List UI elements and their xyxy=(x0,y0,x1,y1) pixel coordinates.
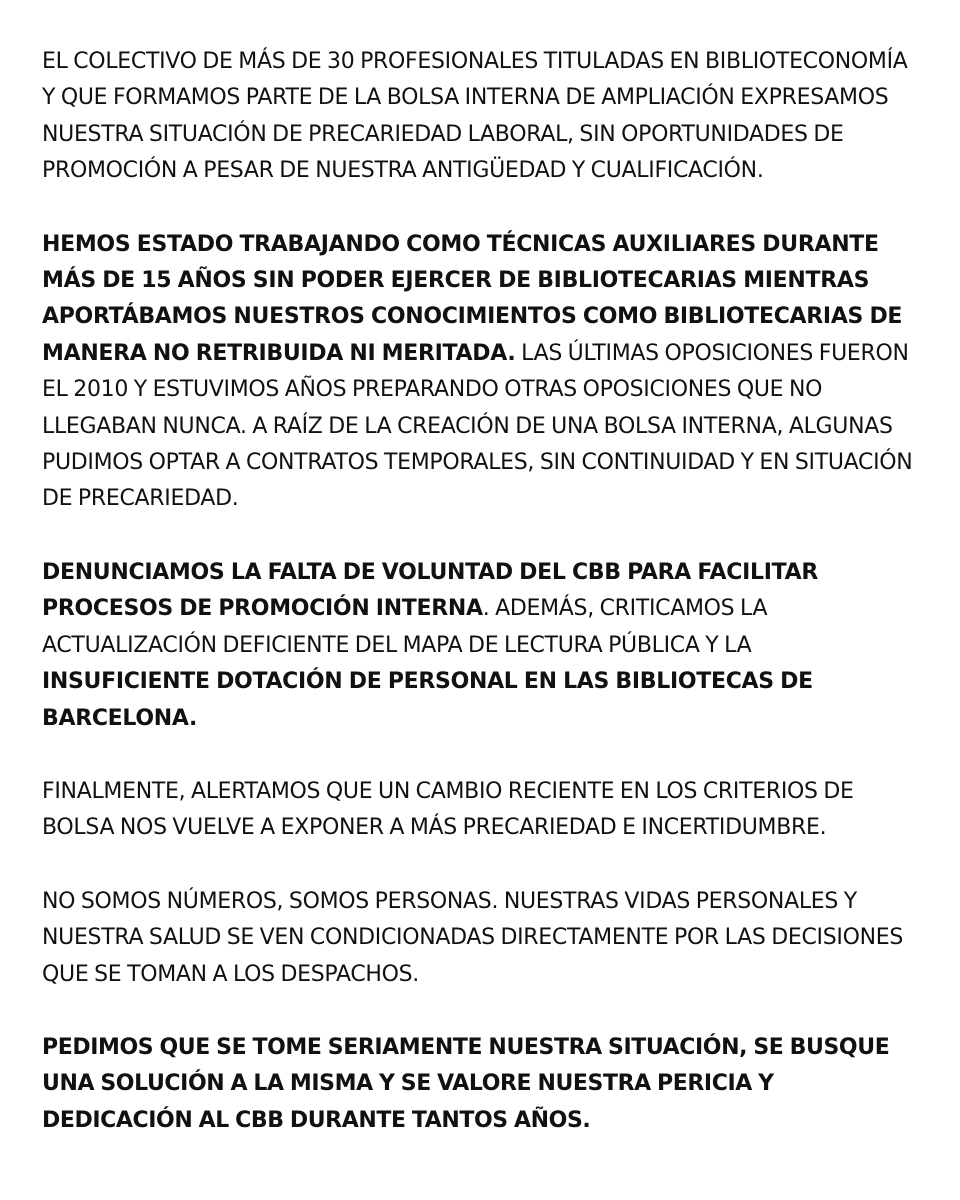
paragraph-people xyxy=(42,884,924,993)
paragraph-denounce-bold-1: DENUNCIAMOS LA FALTA DE VOLUNTAD DEL CBB PARA FACILITAR PROCESOS DE PROMOCIÓN INTERNA xyxy=(42,559,818,622)
paragraph-denounce xyxy=(42,555,924,737)
paragraph-work-history-bold: HEMOS ESTADO TRABAJANDO COMO TÉCNICAS AUXILIARES DURANTE MÁS DE 15 AÑOS SIN PODER EJERCER DE BIBLIOTECARIAS MIENTRAS APORTÁBAMOS NUESTROS CONOCIMIENTOS COMO BIBLIOTECARIAS DE MANERA NO RETRIBUIDA NI MERITADA. xyxy=(42,231,903,366)
paragraph-alert-text: FINALMENTE, ALERTAMOS QUE UN CAMBIO RECIENTE EN LOS CRITERIOS DE BOLSA NOS VUELVE A EXPONER A MÁS PRECARIEDAD E INCERTIDUMBRE. xyxy=(42,778,854,841)
paragraph-intro xyxy=(42,44,924,190)
paragraph-intro-text: EL COLECTIVO DE MÁS DE 30 PROFESIONALES TITULADAS EN BIBLIOTECONOMÍA Y QUE FORMAMOS PARTE DE LA BOLSA INTERNA DE AMPLIACIÓN EXPRESAMOS NUESTRA SITUACIÓN DE PRECARIEDAD LABORAL, SIN OPORTUNIDADES DE PROMOCIÓN A PESAR DE NUESTRA ANTIGÜEDAD Y CUALIFICACIÓN. xyxy=(42,49,908,184)
paragraph-work-history-text: LAS ÚLTIMAS OPOSICIONES FUERON EL 2010 Y ESTUVIMOS AÑOS PREPARANDO OTRAS OPOSICIONES QUE NO LLEGABAN NUNCA. A RAÍZ DE LA CREACIÓN DE UNA BOLSA INTERNA, ALGUNAS PUDIMOS OPTAR A CONTRATOS TEMPORALES, SIN CONTINUIDAD Y EN SITUACIÓN DE PRECARIEDAD. xyxy=(42,340,913,512)
paragraph-denounce-text: . ADEMÁS, CRITICAMOS LA ACTUALIZACIÓN DEFICIENTE DEL MAPA DE LECTURA PÚBLICA Y LA xyxy=(42,596,768,658)
paragraph-request xyxy=(42,1030,924,1139)
paragraph-request-text: PEDIMOS QUE SE TOME SERIAMENTE NUESTRA SITUACIÓN, SE BUSQUE UNA SOLUCIÓN A LA MISMA Y SE VALORE NUESTRA PERICIA Y DEDICACIÓN AL CBB DURANTE TANTOS AÑOS. xyxy=(42,1034,890,1133)
paragraph-denounce-bold-2: INSUFICIENTE DOTACIÓN DE PERSONAL EN LAS BIBLIOTECAS DE BARCELONA. xyxy=(42,669,813,731)
paragraph-people-text: NO SOMOS NÚMEROS, SOMOS PERSONAS. NUESTRAS VIDAS PERSONALES Y NUESTRA SALUD SE VEN CONDICIONADAS DIRECTAMENTE POR LAS DECISIONES QUE SE TOMAN A LOS DESPACHOS. xyxy=(42,888,904,987)
paragraph-alert xyxy=(42,774,924,847)
paragraph-work-history xyxy=(42,227,924,518)
